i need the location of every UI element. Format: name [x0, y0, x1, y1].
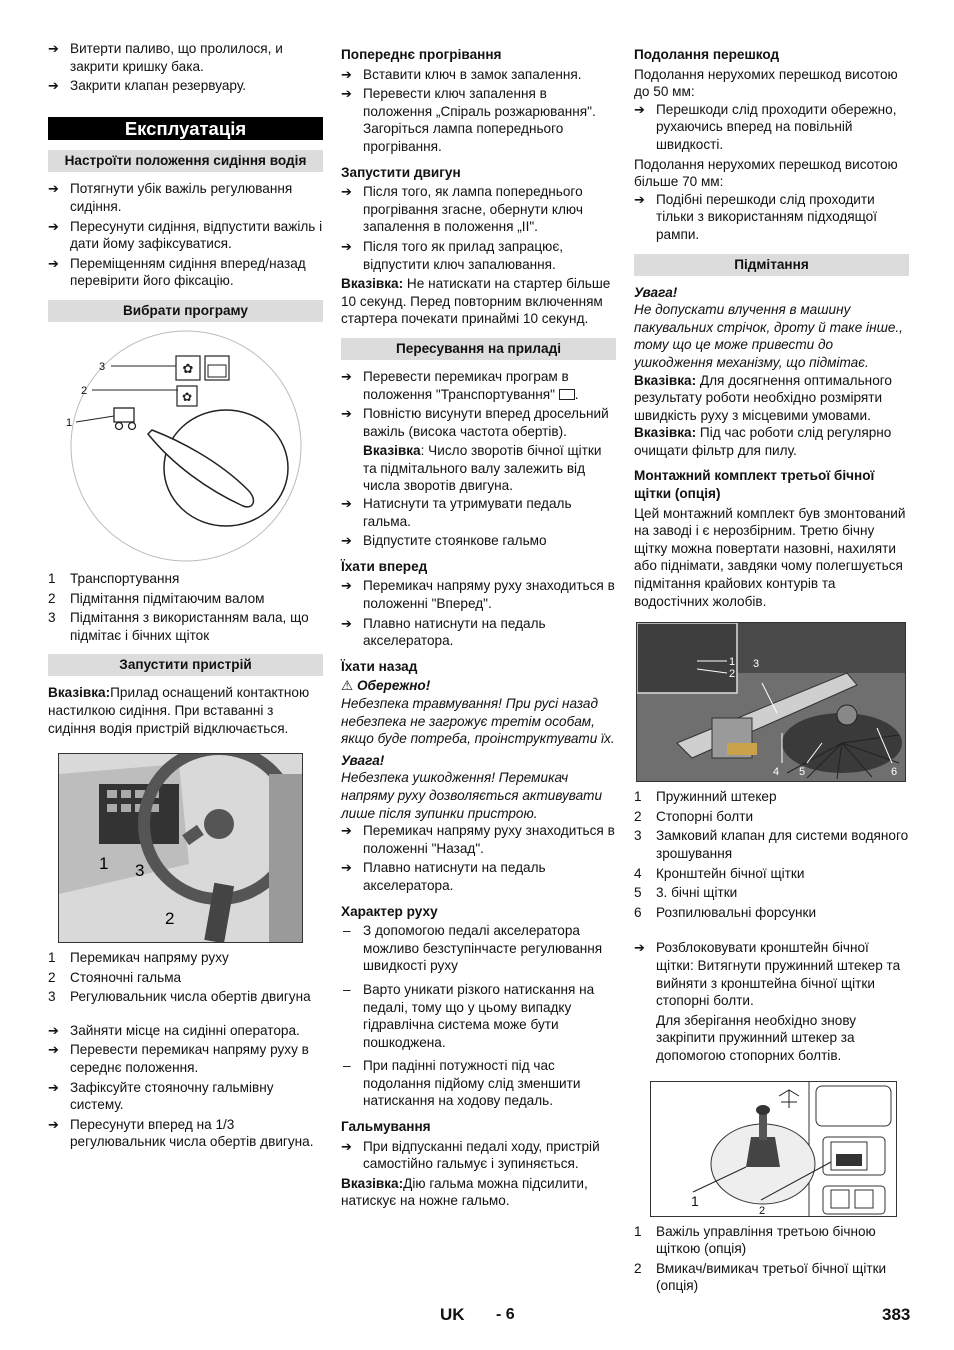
start-step: ➔ Пересунути вперед на 1/3 регулювальник числа обертів двигуна. — [48, 1116, 323, 1151]
forward-heading: Їхати вперед — [341, 558, 428, 574]
brush-label-5: 5 — [799, 766, 806, 779]
attention-label: Увага! — [634, 284, 678, 300]
sweep-note: Вказівка: Для досягнення оптимального результату роботи необхідно розміряти швидкість руху з місцевими умовами. — [634, 372, 892, 423]
column-3 — [634, 46, 909, 1297]
legend-item: 1 Перемикач напряму руху — [48, 950, 229, 966]
unlock-sub: Для зберігання необхідно знову закріпити пружинний штекер за допомогою стопорних болтів. — [656, 1012, 857, 1063]
sweep-heading: Підмітання — [634, 254, 909, 276]
lever-figure — [650, 1081, 897, 1217]
seat-step: ➔ Потягнути убік важіль регулювання сидіння. — [48, 180, 323, 215]
column-2 — [341, 46, 616, 1210]
svg-text:✿: ✿ — [181, 389, 193, 404]
move-step: ➔ Натиснути та утримувати педаль гальма. — [341, 495, 616, 530]
unlock-step: ➔ Розблоковувати кронштейн бічної щітки: Витягнути пружинний штекер та вийняти з кронштейна бічної щітки стопорні болти. — [634, 939, 909, 1009]
drive-heading: Характер руху — [341, 903, 438, 919]
lever-svg — [651, 1082, 896, 1216]
reverse-step: ➔ Плавно натиснути на педаль акселератора. — [341, 859, 616, 894]
drive-item: – При падінні потужності під час подолання підйому слід зменшити натискання на ходову педаль. — [341, 1057, 616, 1110]
side-brush-figure — [636, 622, 906, 782]
move-step: ➔ Відпустите стоянкове гальмо — [341, 532, 616, 550]
seat-step: ➔ Переміщенням сидіння вперед/назад перевірити його фіксацію. — [48, 255, 323, 290]
brush-label-1: 1 — [729, 656, 736, 669]
legend-item: 2 Вмикач/вимикач третьої бічної щітки (опція) — [634, 1260, 887, 1294]
reverse-heading: Їхати назад — [341, 658, 418, 674]
start-note: Вказівка:Прилад оснащений контактною настилкою сидіння. При вставанні з сидіння водія пристрій відключається. — [48, 685, 310, 736]
brush-label-6: 6 — [891, 766, 898, 779]
attention-text: Небезпека ушкодження! Перемикач напряму руху дозволяється активувати лише після зупинки пристрою. — [341, 770, 603, 821]
program-heading: Вибрати програму — [48, 300, 323, 322]
attention-label: Увага! — [341, 752, 385, 768]
kit-heading: Монтажний комплект третьої бічної щітки (опція) — [634, 468, 875, 502]
dash-label-3: 3 — [135, 861, 145, 881]
forward-step: ➔ Перемикач напряму руху знаходиться в положенні "Вперед". — [341, 577, 616, 612]
reverse-step: ➔ Перемикач напряму руху знаходиться в положенні "Назад". — [341, 822, 616, 857]
column-1 — [48, 40, 323, 1153]
legend-item: 1 Пружинний штекер — [634, 789, 777, 805]
legend-item: 1 Важіль управління третьою бічною щіткою (опція) — [634, 1223, 876, 1257]
engine-note: Вказівка: Не натискати на стартер більше 10 секунд. Перед повторним включенням стартера почекати принаймі 10 секунд. — [341, 276, 611, 327]
dashboard-figure — [58, 753, 303, 943]
footer-page-number: 383 — [882, 1305, 911, 1324]
transport-icon — [559, 389, 575, 400]
obstacle-text: Подолання нерухомих перешкод висотою більше 70 мм: — [634, 156, 898, 190]
lever-label-2: 2 — [759, 1204, 766, 1216]
program-dial-svg — [48, 330, 323, 562]
side-brush-svg — [637, 623, 905, 781]
start-step: ➔ Перевести перемикач напряму руху в середнє положення. — [48, 1041, 323, 1076]
side-brush-icon — [205, 356, 229, 380]
engine-step: ➔ Після того, як лампа попереднього прогрівання згасне, обернути ключ запалення в положення „II". — [341, 183, 616, 236]
legend-item: 1 Транспортування — [48, 570, 180, 586]
brake-note: Вказівка:Дію гальма можна підсилити, натискує на ножне гальмо. — [341, 1175, 588, 1209]
preheat-step: ➔ Перевести ключ запалення в положення „Спіраль розжарювання". Загоріться лампа попереднього прогрівання. — [341, 85, 616, 155]
sweep-note: Вказівка: Під час роботи слід регулярно очищати фільтр для пилу. — [634, 425, 892, 458]
preheat-heading: Попереднє прогрівання — [341, 47, 502, 62]
dash-label-1: 1 — [99, 854, 109, 874]
start-heading: Запустити пристрій — [48, 654, 323, 676]
legend-item: 3 Регулювальник числа обертів двигуна — [48, 989, 311, 1005]
caution-text: Небезпека травмування! При русі назад небезпека не загрожує третім особам, якщо буде потреба, проінструктувати їх. — [341, 696, 615, 747]
seat-step: ➔ Пересунути сидіння, відпустити важіль і дати йому зафіксуватися. — [48, 218, 323, 253]
start-step: ➔ Зафіксуйте стояночну гальмівну систему. — [48, 1079, 323, 1114]
seat-heading: Настроїти положення сидіння водія — [48, 150, 323, 172]
brush-label-2: 2 — [729, 668, 736, 681]
move-step: ➔ Перевести перемикач програм в положення "Транспортування" . — [341, 368, 616, 403]
obstacle-step: ➔ Перешкоди слід проходити обережно, рухаючись вперед на повільній швидкості. — [634, 101, 909, 154]
section-title: Експлуатація — [48, 117, 323, 141]
legend-item: 2 Стояночні гальма — [48, 969, 182, 985]
obstacle-heading: Подолання перешкод — [634, 47, 780, 62]
attention-text: Не допускати влучення в машину пакувальних стрічок, дроту й таке інше., тому що це може привести до ушкодження механізму, що підмітає. — [634, 302, 903, 370]
forward-step: ➔ Плавно натиснути на педаль акселератора. — [341, 615, 616, 650]
preheat-step: ➔ Вставити ключ в замок запалення. — [341, 66, 616, 84]
drive-item: – Варто уникати різкого натискання на педалі, тому що у цьому випадку гідравлічна система може бути пошкоджена. — [341, 981, 616, 1051]
move-note: Вказівка: Число зворотів бічної щітки та підмітального валу залежить від числа зворотів двигуна. — [363, 443, 602, 494]
brush-label-3: 3 — [753, 658, 760, 671]
svg-text:✿: ✿ — [182, 360, 194, 376]
caution-label: ⚠ Обережно! — [341, 678, 431, 694]
legend-item: 3 Замковий клапан для системи водяного зрошування — [634, 828, 909, 861]
obstacle-text: Подолання нерухомих перешкод висотою до 50 мм: — [634, 66, 898, 100]
brake-step: ➔ При відпусканні педалі ходу, пристрій самостійно гальмує і зупиняється. — [341, 1138, 616, 1173]
dash-label-2: 2 — [165, 909, 175, 929]
legend-item: 6 Розпилювальні форсунки — [634, 904, 817, 920]
footer-local-page: - 6 — [496, 1306, 515, 1323]
spring-icon — [727, 743, 757, 755]
lever-label-1: 1 — [691, 1192, 699, 1209]
drive-item: – З допомогою педалі акселератора можливо безступінчасте регулювання швидкості руху — [341, 922, 616, 975]
dial-label-3: 3 — [99, 360, 106, 373]
start-step: ➔ Зайняти місце на сидінні оператора. — [48, 1022, 323, 1040]
third-brush-lever[interactable] — [746, 1137, 780, 1167]
dashboard-svg — [59, 754, 302, 942]
move-step: ➔ Повністю висунути вперед дросельний важіль (висока частота обертів). — [341, 405, 616, 440]
legend-item: 2 Стопорні болти — [634, 808, 754, 824]
intro-step: ➔ Закрити клапан резервуару. — [48, 77, 323, 95]
legend-item: 2 Підмітання підмітаючим валом — [48, 590, 265, 606]
engine-heading: Запустити двигун — [341, 164, 461, 180]
legend-item: 5 3. бічні щітки — [634, 885, 738, 901]
dial-label-2: 2 — [81, 384, 88, 397]
obstacle-step: ➔ Подібні перешкоди слід проходити тільки з використанням підходящої рампи. — [634, 191, 909, 244]
legend-item: 3 Підмітання з використанням вала, що підмітає і бічних щіток — [48, 610, 309, 643]
program-dial-figure — [48, 330, 323, 562]
footer-language: UK — [440, 1305, 465, 1324]
dial-label-1: 1 — [66, 416, 73, 429]
intro-step: ➔ Витерти паливо, що пролилося, и закрити кришку бака. — [48, 40, 323, 75]
legend-item: 4 Кронштейн бічної щітки — [634, 865, 805, 881]
brush-label-4: 4 — [773, 766, 780, 779]
move-heading: Пересування на приладі — [341, 338, 616, 360]
brake-heading: Гальмування — [341, 1119, 431, 1135]
warning-icon: ⚠ — [341, 678, 354, 694]
kit-text: Цей монтажний комплект був змонтований на заводі і є нерозбірним. Третю бічну щітку можна повертати назовні, нахиляти або піднімати, завдяки чому полегшується підмітання крайових контурів та водостічних жолобів. — [634, 505, 906, 609]
engine-step: ➔ Після того як прилад запрацює, відпустити ключ запалювання. — [341, 238, 616, 273]
